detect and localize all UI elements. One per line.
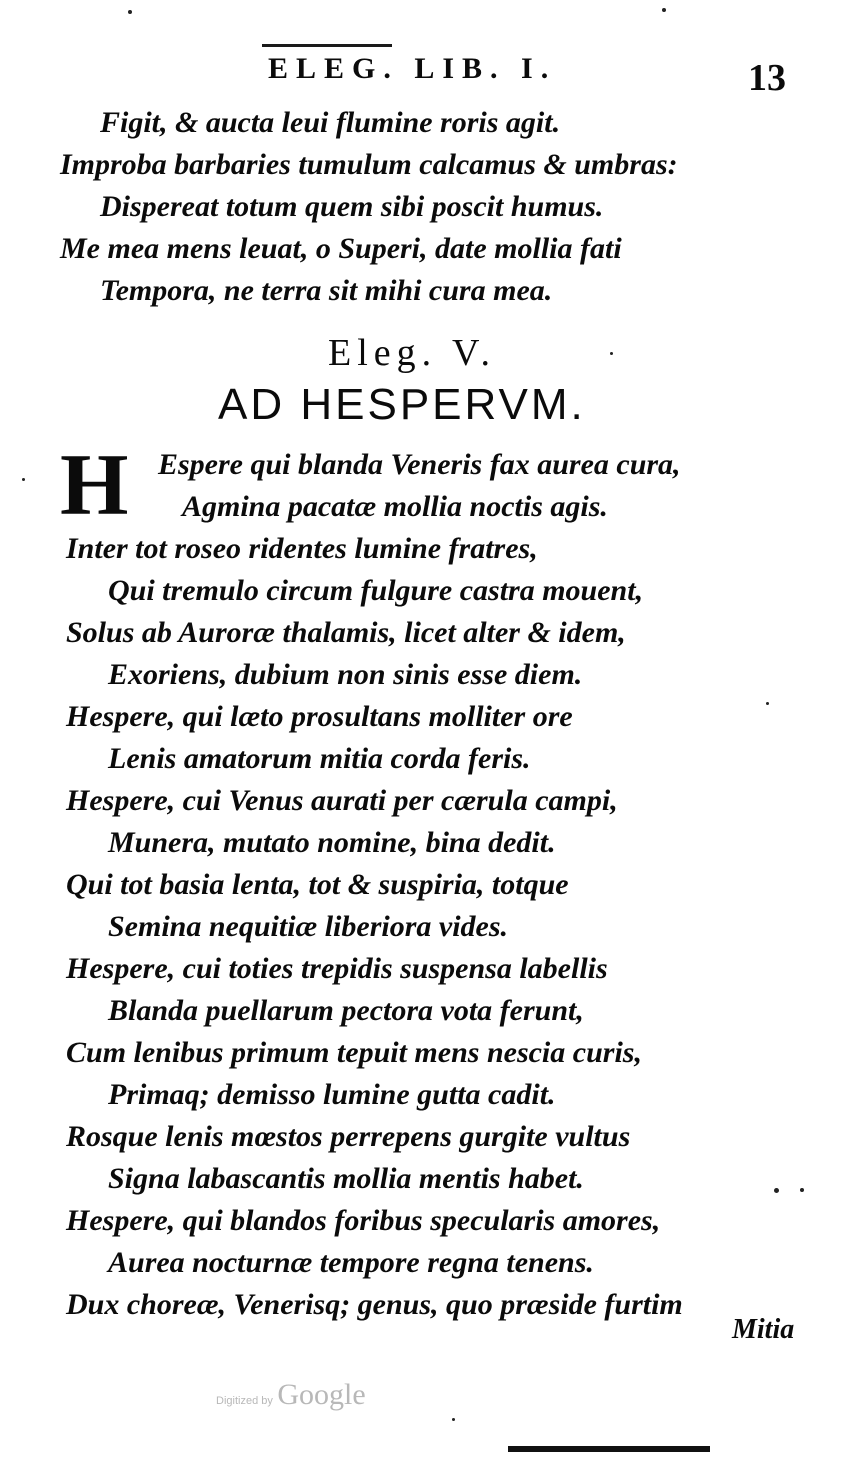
google-logo: Google [277, 1378, 366, 1411]
verse-line: Tempora, ne terra sit mihi cura mea. [100, 274, 553, 307]
page-number: 13 [748, 57, 786, 99]
verse-line: Improba barbaries tumulum calcamus & umbras: [60, 148, 678, 181]
verse-line: Munera, mutato nomine, bina dedit. [108, 826, 556, 859]
scan-speck [766, 702, 769, 705]
verse-line: Dispereat totum quem sibi poscit humus. [100, 190, 604, 223]
scan-speck [452, 1418, 455, 1421]
scan-speck [610, 352, 613, 355]
catchword: Mitia [732, 1314, 795, 1345]
verse-line: Rosque lenis mœstos perrepens gurgite vultus [66, 1120, 631, 1153]
verse-line: Solus ab Auroræ thalamis, licet alter & idem, [66, 616, 626, 649]
running-title: ELEG. LIB. I. [268, 52, 557, 85]
elegy-title: Eleg. V. [328, 332, 496, 374]
verse-line: Espere qui blanda Veneris fax aurea cura, [158, 448, 681, 481]
verse-line: Hespere, qui læto prosultans molliter ore [66, 700, 573, 733]
verse-line: Blanda puellarum pectora vota ferunt, [108, 994, 584, 1027]
verse-line: Me mea mens leuat, o Superi, date mollia fati [60, 232, 622, 265]
verse-line: Figit, & aucta leui flumine roris agit. [100, 106, 561, 139]
digitized-watermark [216, 1378, 366, 1412]
verse-line: Agmina pacatæ mollia noctis agis. [182, 490, 608, 523]
verse-line: Lenis amatorum mitia corda feris. [108, 742, 531, 775]
scan-speck [128, 10, 132, 14]
verse-line: Exoriens, dubium non sinis esse diem. [108, 658, 583, 691]
verse-line: Semina nequitiæ liberiora vides. [108, 910, 509, 943]
verse-line: Signa labascantis mollia mentis habet. [108, 1162, 584, 1195]
drop-cap: H [60, 437, 129, 534]
watermark-prefix: Digitized by [216, 1395, 273, 1407]
header-rule [262, 44, 392, 47]
elegy-subtitle: AD HESPERVM. [218, 380, 586, 429]
verse-line: Aurea nocturnæ tempore regna tenens. [108, 1246, 594, 1279]
verse-line: Qui tremulo circum fulgure castra mouent, [108, 574, 644, 607]
scan-speck [662, 8, 666, 12]
footer-rule [508, 1446, 710, 1452]
verse-line: Hespere, cui toties trepidis suspensa labellis [66, 952, 608, 985]
verse-line: Primaq; demisso lumine gutta cadit. [108, 1078, 556, 1111]
verse-line: Hespere, qui blandos foribus specularis amores, [66, 1204, 661, 1237]
scan-speck [22, 478, 25, 481]
scan-speck [800, 1188, 804, 1192]
verse-line: Inter tot roseo ridentes lumine fratres, [66, 532, 538, 565]
verse-line: Dux choreæ, Venerisq; genus, quo præside furtim [66, 1288, 683, 1321]
verse-line: Qui tot basia lenta, tot & suspiria, totque [66, 868, 569, 901]
verse-line: Cum lenibus primum tepuit mens nescia curis, [66, 1036, 642, 1069]
verse-line: Hespere, cui Venus aurati per cærula campi, [66, 784, 618, 817]
scan-speck [774, 1188, 779, 1193]
